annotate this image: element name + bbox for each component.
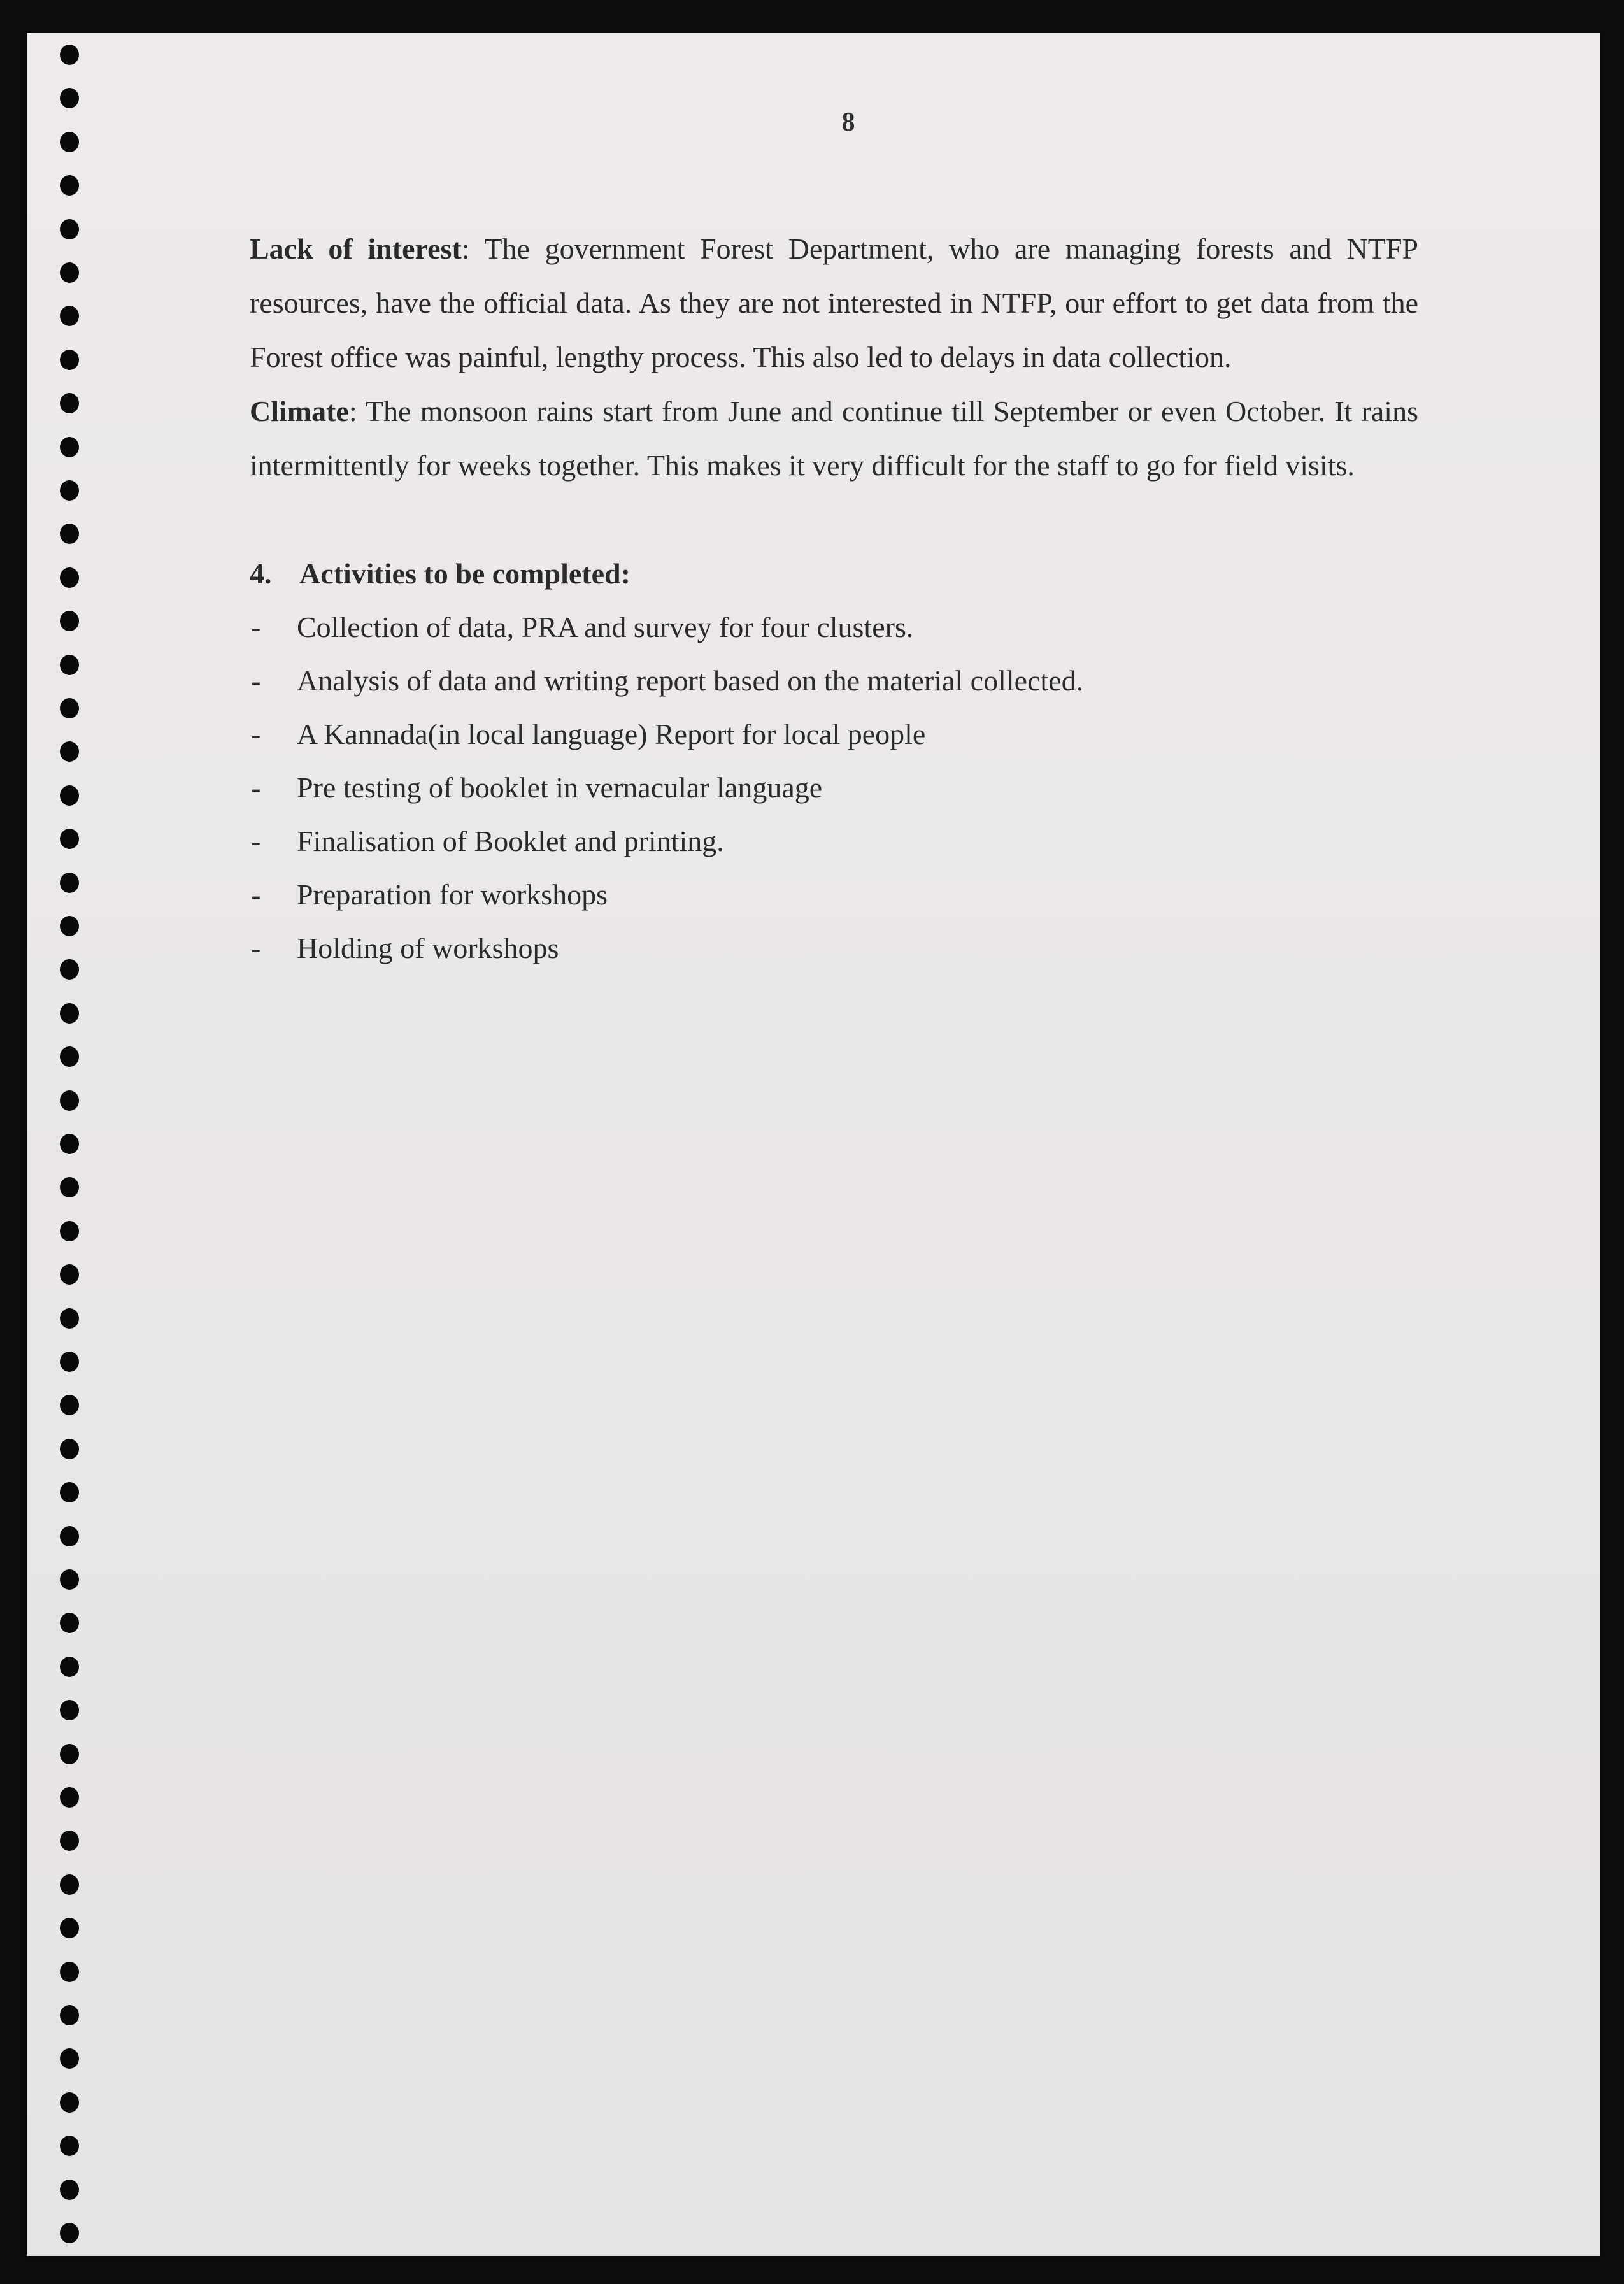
binding-hole bbox=[60, 306, 79, 326]
binding-hole bbox=[60, 1918, 79, 1938]
binding-hole bbox=[60, 611, 79, 631]
binding-hole bbox=[60, 1831, 79, 1851]
binding-hole bbox=[60, 1569, 79, 1590]
binding-hole bbox=[60, 1352, 79, 1372]
binding-hole bbox=[60, 2136, 79, 2156]
binding-hole bbox=[60, 829, 79, 849]
binding-hole bbox=[60, 1046, 79, 1067]
binding-hole bbox=[60, 1962, 79, 1982]
list-item bbox=[250, 922, 1418, 975]
page-number: 8 bbox=[841, 108, 855, 137]
activities-list bbox=[250, 601, 1418, 975]
binding-hole bbox=[60, 1221, 79, 1241]
binding-hole bbox=[60, 1657, 79, 1677]
binding-hole bbox=[60, 1874, 79, 1895]
binding-hole bbox=[60, 1613, 79, 1633]
binding-hole bbox=[60, 2180, 79, 2200]
binding-hole bbox=[60, 2005, 79, 2025]
binding-hole bbox=[60, 2048, 79, 2069]
section-heading bbox=[250, 546, 1418, 601]
dash-bullet: - bbox=[251, 664, 261, 697]
binding-hole bbox=[60, 175, 79, 196]
dash-bullet: - bbox=[251, 771, 261, 804]
binding-holes bbox=[27, 33, 103, 2256]
binding-hole bbox=[60, 132, 79, 152]
list-item-text: A Kannada(in local language) Report for local people bbox=[297, 718, 926, 750]
binding-hole bbox=[60, 393, 79, 413]
binding-hole bbox=[60, 1003, 79, 1024]
list-item bbox=[250, 654, 1418, 708]
binding-hole bbox=[60, 1526, 79, 1546]
dash-bullet: - bbox=[251, 611, 261, 643]
binding-hole bbox=[60, 2223, 79, 2243]
binding-hole bbox=[60, 437, 79, 457]
list-item-text: Collection of data, PRA and survey for four clusters. bbox=[297, 611, 914, 643]
binding-hole bbox=[60, 959, 79, 980]
list-item-text: Finalisation of Booklet and printing. bbox=[297, 825, 724, 857]
dash-bullet: - bbox=[251, 932, 261, 964]
binding-hole bbox=[60, 1744, 79, 1764]
binding-hole bbox=[60, 1787, 79, 1808]
list-item-text: Holding of workshops bbox=[297, 932, 559, 964]
list-item-text: Pre testing of booklet in vernacular language bbox=[297, 771, 823, 804]
dash-bullet: - bbox=[251, 825, 261, 857]
list-item bbox=[250, 601, 1418, 654]
document-page bbox=[27, 33, 1600, 2256]
paragraph-text: : The government Forest Department, who are managing forests and NTFP resources, have the official data. As they are not interested in NTFP, our effort to get data from the Forest office was painful, lengthy process. This also led to delays in data collection. bbox=[250, 232, 1418, 373]
binding-hole bbox=[60, 1177, 79, 1197]
binding-hole bbox=[60, 45, 79, 65]
binding-hole bbox=[60, 88, 79, 108]
list-item bbox=[250, 815, 1418, 868]
binding-hole bbox=[60, 1700, 79, 1720]
binding-hole bbox=[60, 698, 79, 718]
list-item-text: Analysis of data and writing report based on the material collected. bbox=[297, 664, 1084, 697]
binding-hole bbox=[60, 1264, 79, 1285]
binding-hole bbox=[60, 2092, 79, 2113]
section-title: Activities to be completed: bbox=[299, 557, 630, 590]
binding-hole bbox=[60, 1308, 79, 1329]
dash-bullet: - bbox=[251, 718, 261, 750]
list-item bbox=[250, 868, 1418, 922]
binding-hole bbox=[60, 1090, 79, 1111]
binding-hole bbox=[60, 524, 79, 544]
term-climate: Climate bbox=[250, 395, 349, 427]
paragraph-climate bbox=[250, 384, 1418, 492]
binding-hole bbox=[60, 1395, 79, 1415]
binding-hole bbox=[60, 655, 79, 675]
binding-hole bbox=[60, 916, 79, 936]
binding-hole bbox=[60, 350, 79, 370]
paragraph-text: : The monsoon rains start from June and continue till September or even October. It rains intermittently for weeks together. This makes it very difficult for the staff to go for field visits. bbox=[250, 395, 1418, 482]
binding-hole bbox=[60, 219, 79, 239]
binding-hole bbox=[60, 1439, 79, 1459]
binding-hole bbox=[60, 785, 79, 806]
section-number: 4. bbox=[250, 557, 272, 590]
page-body bbox=[250, 222, 1418, 975]
term-lack-of-interest: Lack of interest bbox=[250, 232, 462, 265]
binding-hole bbox=[60, 1482, 79, 1502]
list-item-text: Preparation for workshops bbox=[297, 878, 608, 911]
binding-hole bbox=[60, 262, 79, 283]
binding-hole bbox=[60, 1134, 79, 1154]
binding-hole bbox=[60, 873, 79, 893]
paragraph-lack-of-interest bbox=[250, 222, 1418, 384]
binding-hole bbox=[60, 741, 79, 762]
binding-hole bbox=[60, 480, 79, 501]
list-item bbox=[250, 708, 1418, 761]
binding-hole bbox=[60, 567, 79, 588]
list-item bbox=[250, 761, 1418, 815]
dash-bullet: - bbox=[251, 878, 261, 911]
